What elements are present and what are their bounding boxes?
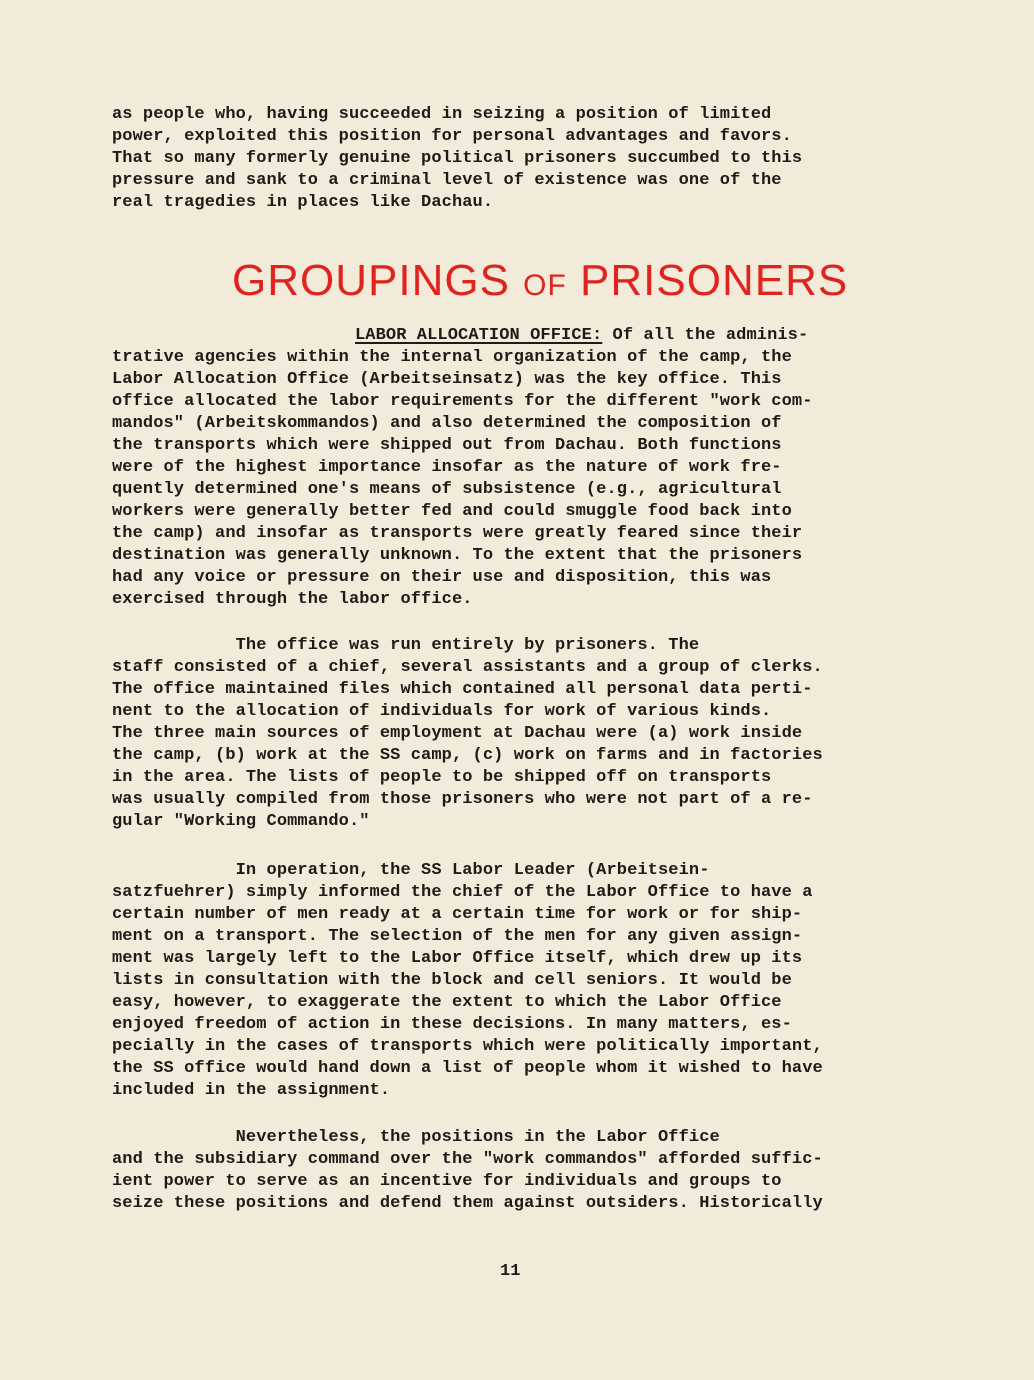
para1-line: workers were generally better fed and could smuggle food back into bbox=[112, 502, 792, 521]
para3-line: satzfuehrer) simply informed the chief of the Labor Office to have a bbox=[112, 883, 813, 902]
para1-heading: LABOR ALLOCATION OFFICE: bbox=[355, 326, 603, 345]
para1-line: office allocated the labor requirements for the different "work com- bbox=[112, 392, 813, 411]
para3-line: ment on a transport. The selection of the men for any given assign- bbox=[112, 927, 803, 946]
para1-line: trative agencies within the internal organization of the camp, the bbox=[112, 348, 792, 367]
para3-line: lists in consultation with the block and cell seniors. It would be bbox=[112, 971, 792, 990]
page-number: 11 bbox=[500, 1262, 521, 1281]
para1-line: quently determined one's means of subsistence (e.g., agricultural bbox=[112, 480, 782, 499]
para1-line: had any voice or pressure on their use and disposition, this was bbox=[112, 568, 772, 587]
para3-line: ment was largely left to the Labor Office itself, which drew up its bbox=[112, 949, 803, 968]
para1-line: the transports which were shipped out from Dachau. Both functions bbox=[112, 436, 782, 455]
para2-line: staff consisted of a chief, several assistants and a group of clerks. bbox=[112, 658, 823, 677]
intro-line: as people who, having succeeded in seizing a position of limited bbox=[112, 105, 772, 124]
para1-first-rest: Of all the adminis- bbox=[602, 326, 809, 345]
intro-line: real tragedies in places like Dachau. bbox=[112, 193, 494, 212]
para2-line: the camp, (b) work at the SS camp, (c) work on farms and in factories bbox=[112, 746, 823, 765]
intro-line: That so many formerly genuine political prisoners succumbed to this bbox=[112, 149, 803, 168]
para3-line: included in the assignment. bbox=[112, 1081, 391, 1100]
para1-line: exercised through the labor office. bbox=[112, 590, 473, 609]
para1-line: the camp) and insofar as transports were greatly feared since their bbox=[112, 524, 803, 543]
para2-line: The office maintained files which contained all personal data perti- bbox=[112, 680, 813, 699]
title-part: GROUPINGS bbox=[232, 256, 524, 305]
section-title bbox=[232, 256, 848, 311]
para1-line: were of the highest importance insofar as the nature of work fre- bbox=[112, 458, 782, 477]
para2-line: gular "Working Commando." bbox=[112, 812, 370, 831]
para2-line: was usually compiled from those prisoners who were not part of a re- bbox=[112, 790, 813, 809]
para4-line: Nevertheless, the positions in the Labor Office bbox=[112, 1128, 720, 1147]
para4-line: and the subsidiary command over the "work commandos" afforded suffic- bbox=[112, 1150, 823, 1169]
para2-line: in the area. The lists of people to be shipped off on transports bbox=[112, 768, 772, 787]
para4-line: ient power to serve as an incentive for individuals and groups to bbox=[112, 1172, 782, 1191]
para2-line: nent to the allocation of individuals for work of various kinds. bbox=[112, 702, 772, 721]
para1-first-line bbox=[355, 325, 808, 347]
para1-line: mandos" (Arbeitskommandos) and also determined the composition of bbox=[112, 414, 782, 433]
para3-line: the SS office would hand down a list of people whom it wished to have bbox=[112, 1059, 823, 1078]
para3-line: certain number of men ready at a certain time for work or for ship- bbox=[112, 905, 803, 924]
intro-line: pressure and sank to a criminal level of existence was one of the bbox=[112, 171, 782, 190]
para3-line: easy, however, to exaggerate the extent to which the Labor Office bbox=[112, 993, 782, 1012]
para2-line: The three main sources of employment at Dachau were (a) work inside bbox=[112, 724, 803, 743]
para4-line: seize these positions and defend them against outsiders. Historically bbox=[112, 1194, 823, 1213]
para2-line: The office was run entirely by prisoners. The bbox=[112, 636, 700, 655]
para1-line: Labor Allocation Office (Arbeitseinsatz) was the key office. This bbox=[112, 370, 782, 389]
para3-line: pecially in the cases of transports which were politically important, bbox=[112, 1037, 823, 1056]
title-part: PRISONERS bbox=[566, 256, 849, 305]
para1-line: destination was generally unknown. To the extent that the prisoners bbox=[112, 546, 803, 565]
title-part: OF bbox=[523, 269, 567, 302]
para3-line: In operation, the SS Labor Leader (Arbeitsein- bbox=[112, 861, 710, 880]
intro-line: power, exploited this position for personal advantages and favors. bbox=[112, 127, 792, 146]
para3-line: enjoyed freedom of action in these decisions. In many matters, es- bbox=[112, 1015, 792, 1034]
